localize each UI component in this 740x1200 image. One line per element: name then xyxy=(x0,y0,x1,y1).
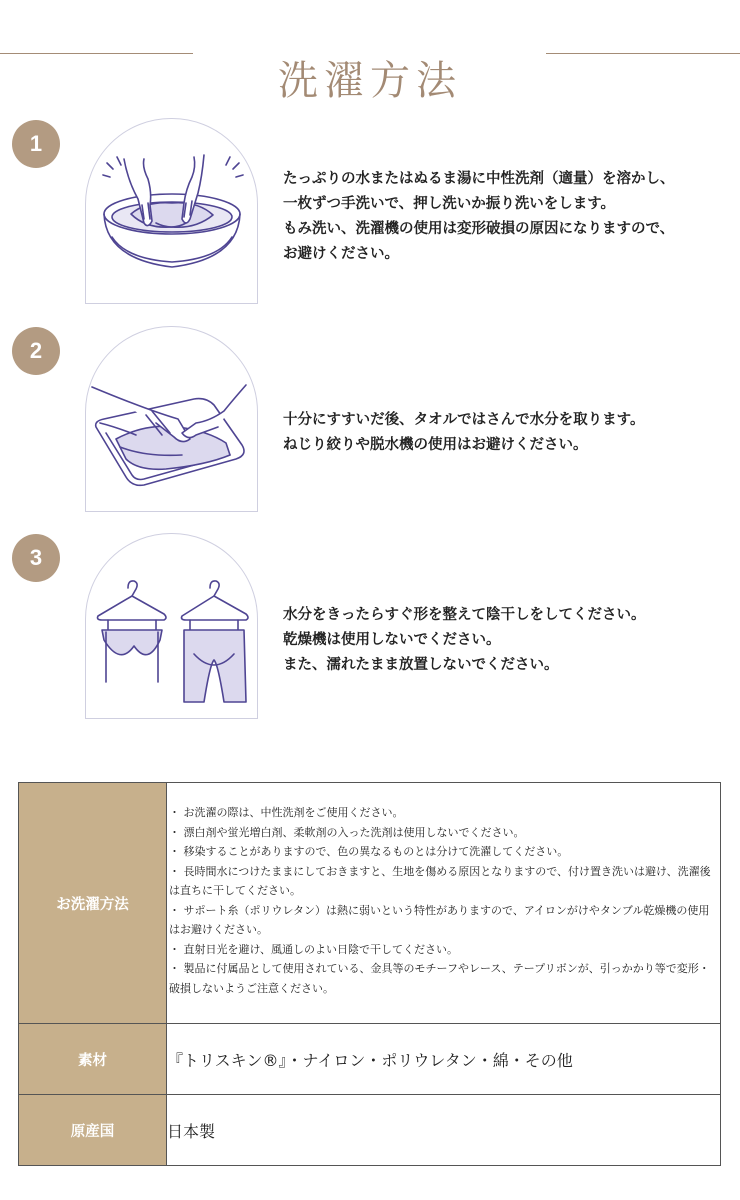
step-text-line: もみ洗い、洗濯機の使用は変形破損の原因になりますので、 xyxy=(283,221,675,237)
table-row-origin xyxy=(19,1095,721,1166)
step-description xyxy=(283,408,733,458)
hanger-shade-dry-icon xyxy=(85,533,258,719)
origin-label: 原産国 xyxy=(19,1095,167,1166)
title-divider-right xyxy=(546,53,740,54)
step-text-line: 十分にすすいだ後、タオルではさんで水分を取ります。 xyxy=(283,412,645,428)
care-cell xyxy=(167,783,721,1024)
care-item: ・ 漂白剤や蛍光増白剤、柔軟剤の入った洗剤は使用しないでください。 xyxy=(169,825,525,839)
table-row-material xyxy=(19,1024,721,1095)
care-item: ・ サポート糸（ポリウレタン）は熱に弱いという特性がありますので、アイロンがけやタンブル乾燥機の使用はお避けください。 xyxy=(169,903,710,936)
hand-wash-basin-icon xyxy=(85,118,258,304)
step-number-badge: 1 xyxy=(12,120,60,168)
material-label: 素材 xyxy=(19,1024,167,1095)
section-header xyxy=(0,0,740,110)
table-row-care xyxy=(19,783,721,1024)
step-number-badge: 2 xyxy=(12,327,60,375)
step-text-line: 一枚ずつ手洗いで、押し洗いか振り洗いをします。 xyxy=(283,196,616,212)
care-item: ・ お洗濯の際は、中性洗剤をご使用ください。 xyxy=(169,806,404,819)
care-item: ・ 製品に付属品として使用されている、金具等のモチーフやレース、テープリボンが、引っかかり等で変形・破損しないようご注意ください。 xyxy=(169,962,710,995)
care-label: お洗濯方法 xyxy=(19,783,167,1024)
step-text-line: 水分をきったらすぐ形を整えて陰干しをしてください。 xyxy=(283,607,646,623)
product-info-table xyxy=(18,782,721,1166)
step-number-badge: 3 xyxy=(12,534,60,582)
origin-value: 日本製 xyxy=(167,1095,721,1166)
step-text-line: たっぷりの水またはぬるま湯に中性洗剤（適量）を溶かし、 xyxy=(283,171,675,187)
step-text-line: また、濡れたまま放置しないでください。 xyxy=(283,657,559,673)
step-text-line: ねじり絞りや脱水機の使用はお避けください。 xyxy=(283,437,588,453)
care-item: ・ 直射日光を避け、風通しのよい日陰で干してください。 xyxy=(169,942,459,956)
step-description xyxy=(283,167,733,267)
step-text-line: お避けください。 xyxy=(283,246,399,262)
towel-dry-icon xyxy=(85,326,258,512)
care-instructions-list xyxy=(167,783,720,1023)
care-item: ・ 移染することがありますので、色の異なるものとは分けて洗濯してください。 xyxy=(169,845,569,858)
step-text-line: 乾燥機は使用しないでください。 xyxy=(283,632,501,648)
care-item: ・ 長時間水につけたままにしておきますと、生地を傷める原因となりますので、付け置き洗いは避け、洗濯後は直ちに干してください。 xyxy=(169,864,711,897)
step-description xyxy=(283,603,733,678)
material-value: 『トリスキン®』・ナイロン・ポリウレタン・綿・その他 xyxy=(167,1024,721,1095)
page-title: 洗濯方法 xyxy=(278,57,462,104)
